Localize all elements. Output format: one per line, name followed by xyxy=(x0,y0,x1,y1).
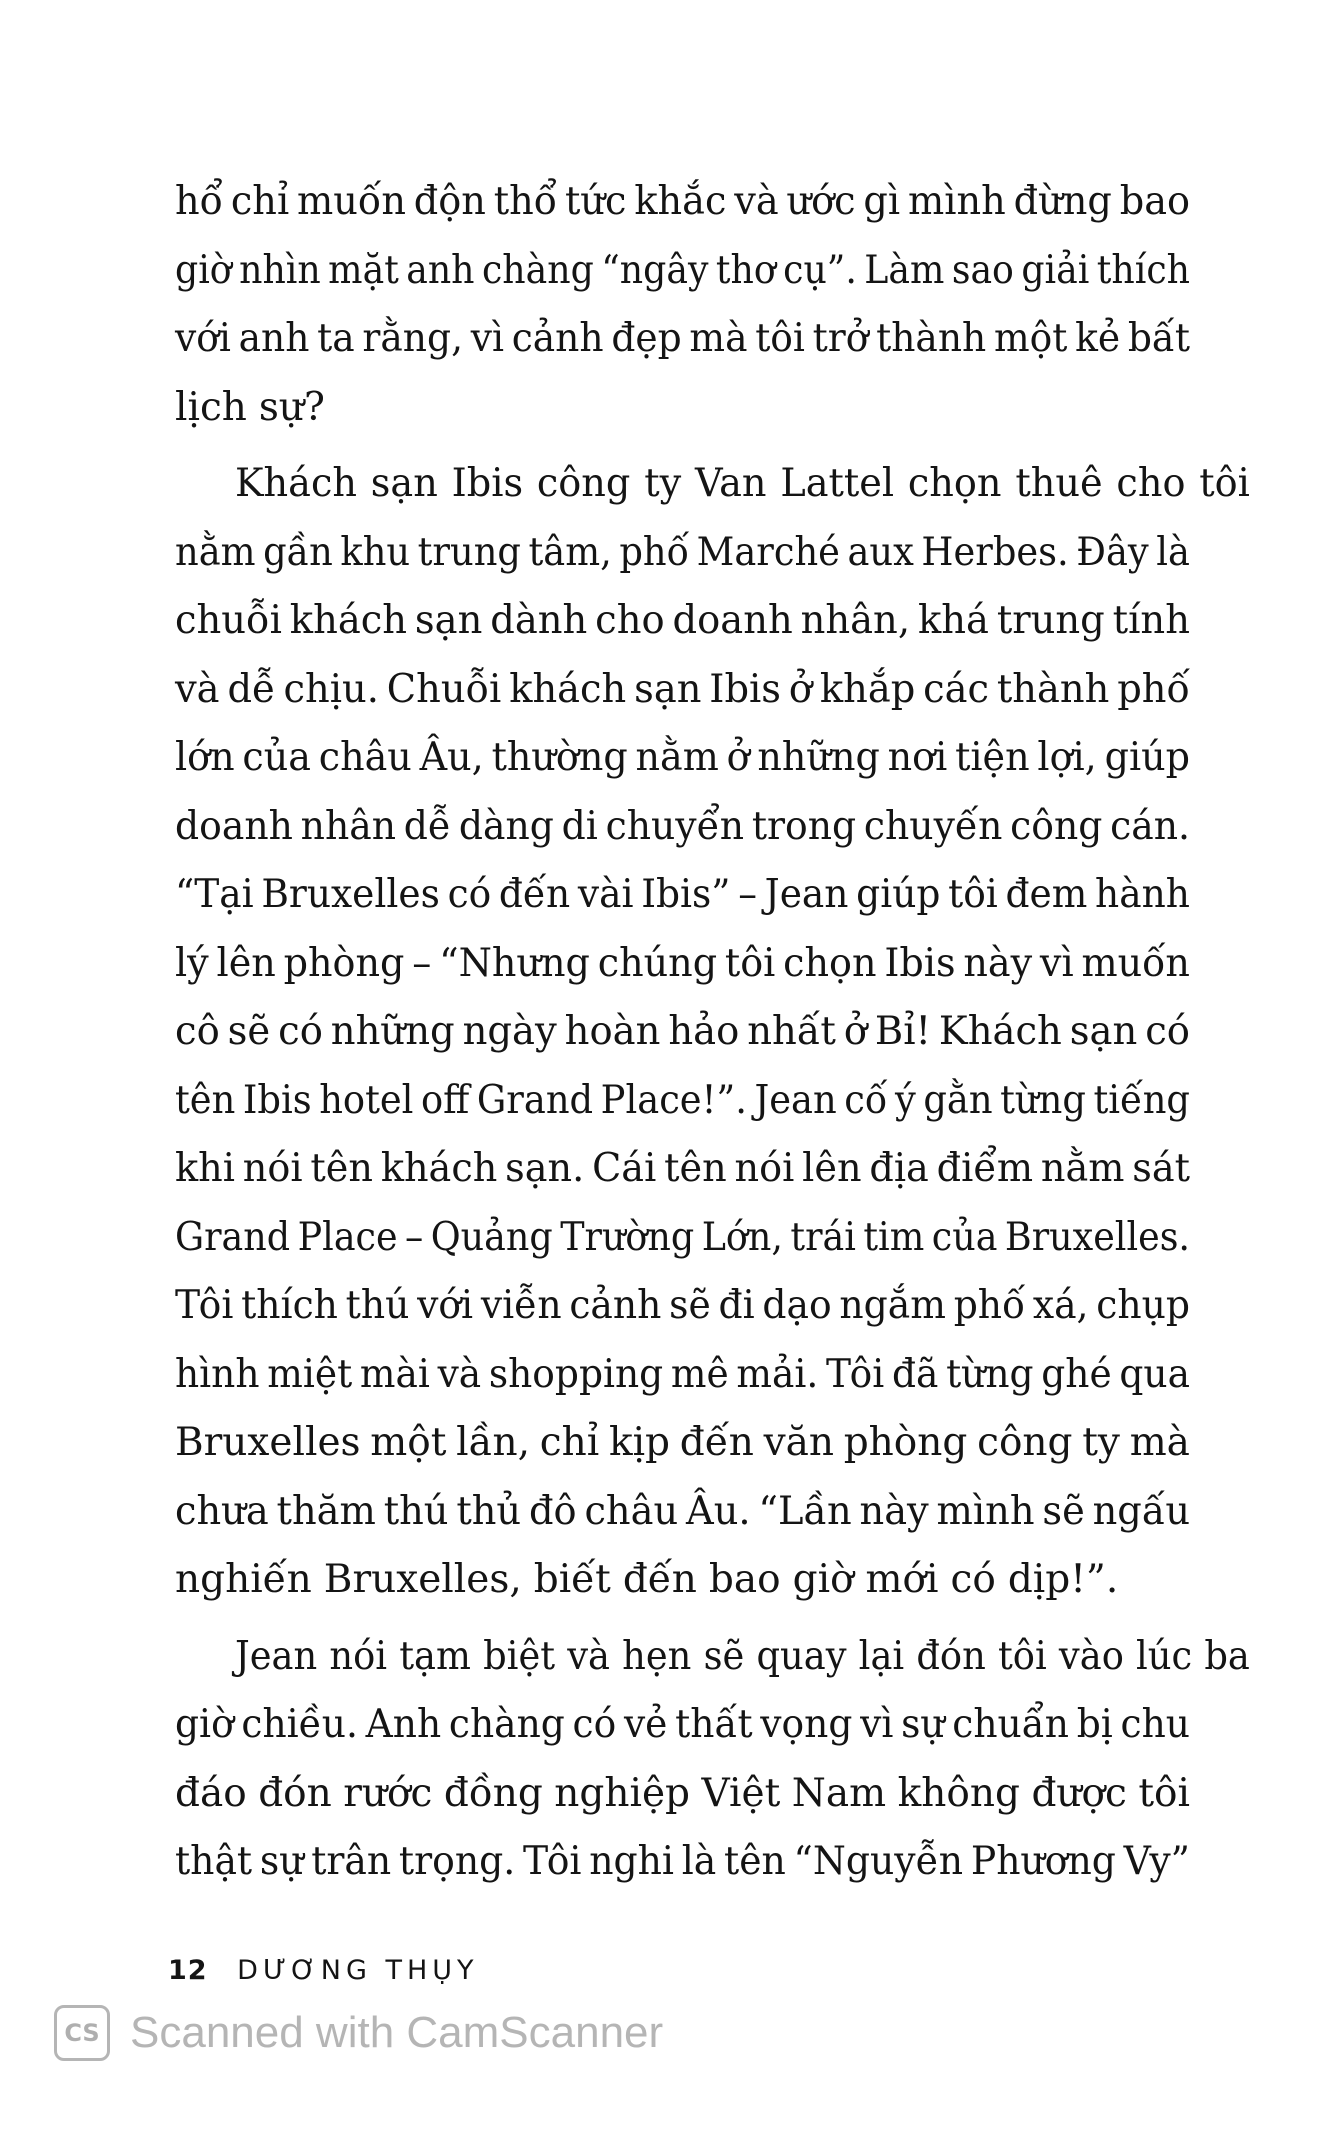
text-line: đáo đón rước đồng nghiệp Việt Nam không được tôi xyxy=(175,1770,1190,1816)
text-line: khi nói tên khách sạn. Cái tên nói lên địa điểm nằm sát xyxy=(175,1146,1191,1191)
camscanner-logo-icon: CS xyxy=(54,2005,110,2061)
text-line: nghiến Bruxelles, biết đến bao giờ mới có dịp!”. xyxy=(175,1557,1119,1602)
text-line: “Tại Bruxelles có đến vài Ibis” – Jean giúp tôi đem hành xyxy=(175,872,1190,917)
text-line: hình miệt mài và shopping mê mải. Tôi đã từng ghé qua xyxy=(175,1351,1190,1397)
text-line: thật sự trân trọng. Tôi nghi là tên “Nguyễn Phương Vy” xyxy=(175,1839,1190,1884)
text-line: cô sẽ có những ngày hoàn hảo nhất ở Bỉ! Khách sạn có xyxy=(175,1009,1190,1054)
page-number: 12 xyxy=(168,1955,208,1986)
text-line: chưa thăm thú thủ đô châu Âu. “Lần này mình sẽ ngấu xyxy=(175,1488,1191,1534)
text-line: với anh ta rằng, vì cảnh đẹp mà tôi trở thành một kẻ bất xyxy=(175,316,1191,361)
text-line: Bruxelles một lần, chỉ kịp đến văn phòng công ty mà xyxy=(175,1420,1190,1465)
text-line: tên Ibis hotel off Grand Place!”. Jean cố ý gằn từng tiếng xyxy=(175,1077,1190,1123)
text-line: lý lên phòng – “Nhưng chúng tôi chọn Ibis này vì muốn xyxy=(175,940,1190,986)
text-line: doanh nhân dễ dàng di chuyển trong chuyến công cán. xyxy=(175,803,1191,849)
text-line: Khách sạn Ibis công ty Van Lattel chọn thuê cho tôi xyxy=(234,461,1250,506)
text-line: lớn của châu Âu, thường nằm ở những nơi tiện lợi, giúp xyxy=(175,735,1191,780)
paragraph-gap xyxy=(175,1615,1190,1623)
text-line: và dễ chịu. Chuỗi khách sạn Ibis ở khắp các thành phố xyxy=(175,666,1190,712)
text-line: Tôi thích thú với viễn cảnh sẽ đi dạo ngắm phố xá, chụp xyxy=(175,1283,1191,1328)
body-text xyxy=(175,168,1250,1897)
text-line: lịch sự? xyxy=(175,384,325,430)
watermark-text: Scanned with CamScanner xyxy=(130,2008,664,2057)
text-line: Jean nói tạm biệt và hẹn sẽ quay lại đón tôi vào lúc ba xyxy=(234,1633,1250,1679)
paragraph-gap xyxy=(175,442,1190,450)
text-line: giờ nhìn mặt anh chàng “ngây thơ cụ”. Làm sao giải thích xyxy=(175,247,1191,293)
text-line: Grand Place – Quảng Trường Lớn, trái tim của Bruxelles. xyxy=(175,1214,1191,1260)
page-footer xyxy=(168,1955,479,1986)
scanner-watermark xyxy=(54,2005,663,2061)
author-name: DƯƠNG THỤY xyxy=(237,1955,479,1986)
text-line: nằm gần khu trung tâm, phố Marché aux Herbes. Đây là xyxy=(175,529,1190,575)
text-line: chuỗi khách sạn dành cho doanh nhân, khá trung tính xyxy=(175,598,1190,643)
text-line: giờ chiều. Anh chàng có vẻ thất vọng vì sự chuẩn bị chu xyxy=(175,1702,1190,1747)
text-line: hổ chỉ muốn độn thổ tức khắc và ước gì mình đừng bao xyxy=(175,179,1191,224)
